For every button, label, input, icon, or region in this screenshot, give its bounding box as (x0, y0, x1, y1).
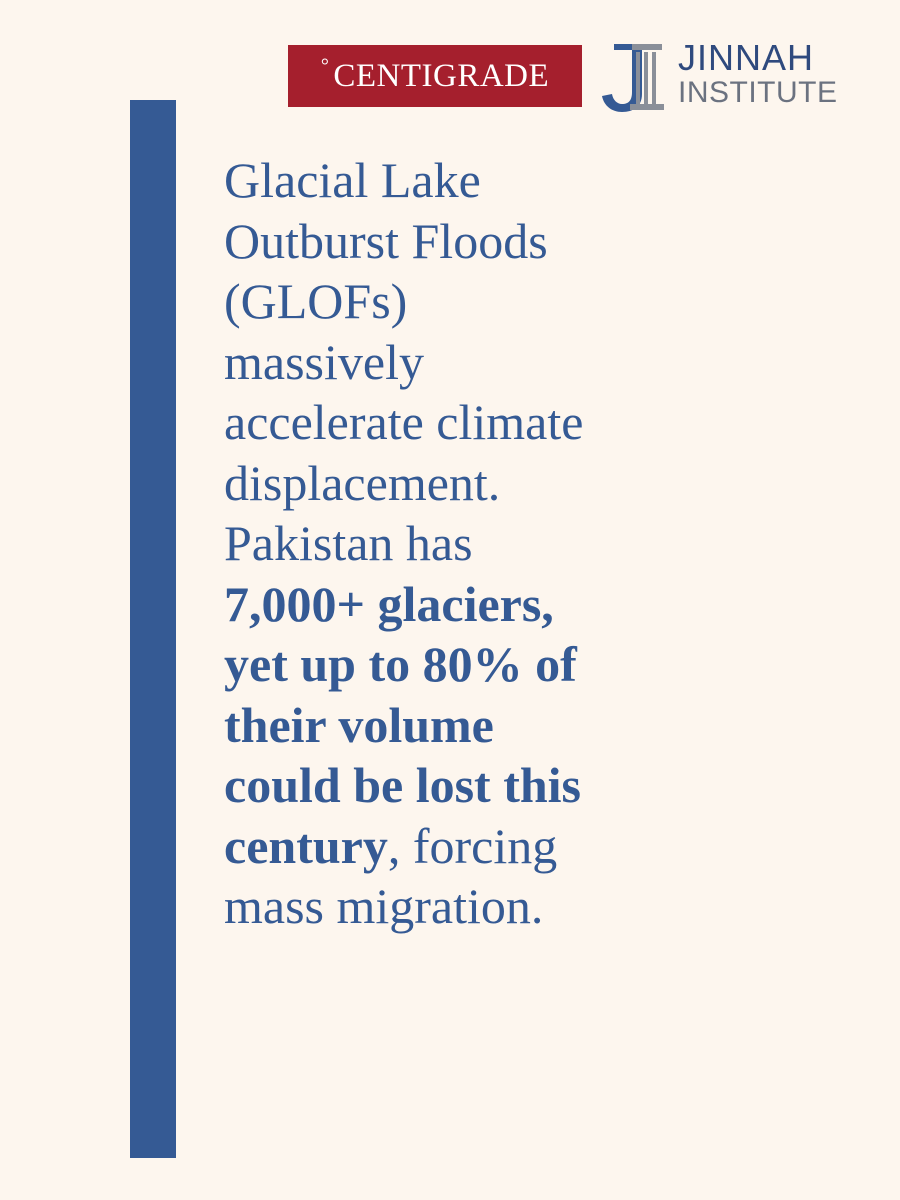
quote-text (224, 150, 864, 937)
jinnah-pillar-icon (598, 38, 670, 114)
jinnah-logo-text (678, 38, 838, 108)
degree-symbol: ° (320, 54, 330, 77)
accent-bar (130, 100, 176, 1158)
quote-line: displacement. (224, 454, 501, 511)
quote-highlight-word: century (224, 817, 388, 874)
jinnah-institute-logo (598, 38, 860, 114)
quote-line: Glacial Lake (224, 152, 481, 208)
quote-line: (GLOFs) (224, 273, 408, 329)
centigrade-logo-text: CENTIGRADE (333, 57, 550, 94)
quote-line: massively (224, 333, 424, 390)
jinnah-logo-line2: INSTITUTE (678, 76, 838, 109)
quote-line: Pakistan has (224, 515, 473, 571)
jinnah-logo-line1: JINNAH (678, 37, 815, 78)
quote-highlight-line: could be lost this (224, 757, 582, 813)
quote-highlight-line: 7,000+ glaciers, (224, 575, 554, 632)
quote-line-mixed (224, 816, 864, 877)
quote-line: Outburst Floods (224, 212, 548, 269)
quote-line-tail: , forcing (387, 817, 558, 874)
quote-line: accelerate climate (224, 394, 584, 450)
quote-highlight-line: their volume (224, 696, 494, 753)
quote-highlight-line: yet up to 80% of (224, 636, 577, 692)
centigrade-logo (288, 45, 582, 107)
quote-line: mass migration. (224, 878, 544, 934)
